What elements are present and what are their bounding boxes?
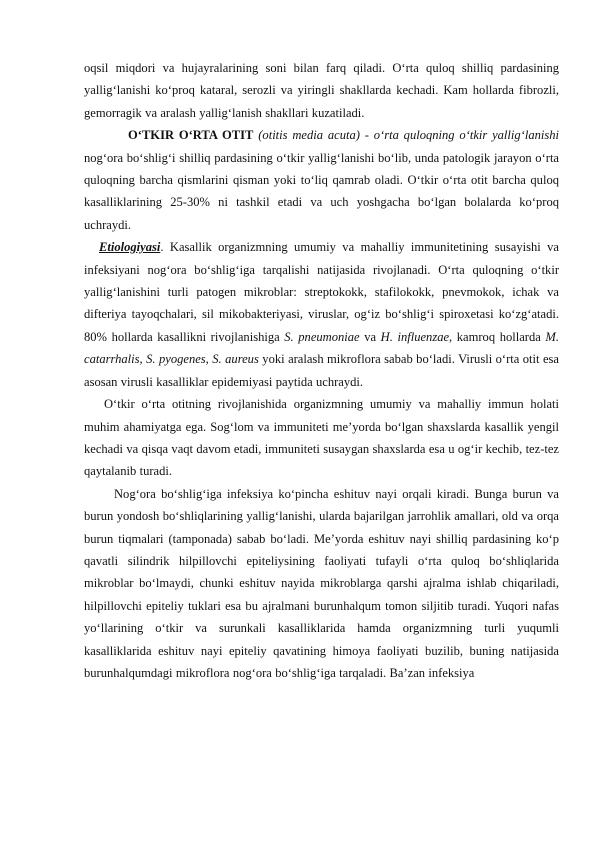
paragraph-definition: [84, 124, 559, 236]
etiology-text-2: va: [359, 329, 381, 344]
etiology-text-1: . Kasallik organizmning umumiy va mahalliy immunitetining susayishi va infeksiyani nog‘ora bo‘shlig‘iga tarqalishi natijasida rivojlanadi. O‘rta quloqning o‘tkir yallig‘lanishini turli patogen mikroblar: streptokokk, stafilokokk, pnevmokok, ichak va difteriya tayoqchalari, sil mikobakteriyasi, viruslar, og‘iz bo‘shlig‘i spiroxetasi ko‘zg‘atadi. 80% hollarda kasallikni rivojlanishiga: [84, 240, 559, 344]
paragraph-continuation: oqsil miqdori va hujayralarining soni bilan farq qiladi. O‘rta quloq shilliq pardasining yallig‘lanishi ko‘proq kataral, serozli va yiringli shakllarda kechadi. Kam hollarda fibrozli, gemorragik va aralash yallig‘lanish shakllari kuzatiladi.: [84, 61, 559, 120]
section-heading: O‘TKIR O‘RTA OTIT: [128, 128, 254, 143]
definition-term: o‘rta quloqning o‘tkir yallig‘lanishi: [373, 128, 559, 143]
etiology-text-3: , kamroq hollarda: [449, 329, 546, 344]
dash-separator: -: [359, 128, 374, 143]
paragraph-infection-route: Nog‘ora bo‘shlig‘iga infeksiya ko‘pincha eshituv nayi orqali kiradi. Bunga burun va burun yondosh bo‘shliqlarining yallig‘lanishi, ularda bajarilgan jarrohlik amallari, old va orqa burun tiqmalari (tamponada) sabab bo‘ladi. Me’yorda eshituv nayi shilliq pardasining ko‘p qavatli silindrik hilpillovchi epiteliysining faoliyati tufayli o‘rta quloq bo‘shliqlarida mikroblar bo‘lmaydi, chunki eshituv nayida mikroblarga qarshi ajralma ishlab chiqariladi, hilpillovchi epiteliy tuklari esa bu ajralmani burunhalqum tomon siljitib turadi. Yuqori nafas yo‘llarining o‘tkir va surunkali kasalliklarida hamda organizmning turli yuqumli kasalliklarida eshituv nayi epiteliy qavatining himoya faoliyati buzilib, buning natijasida burunhalqumdagi mikroflora nog‘ora bo‘shlig‘iga tarqaladi. Ba’zan infeksiya: [84, 486, 559, 680]
species-s-pneumoniae: S. pneumoniae: [284, 329, 360, 344]
etiology-label: Etiologiyasi: [99, 240, 161, 255]
species-h-influenzae: H. influenzae: [380, 329, 450, 344]
paragraph-etiology: [84, 236, 559, 393]
paragraph-immunity: O‘tkir o‘rta otitning rivojlanishida organizmning umumiy va mahalliy immun holati muhim ahamiyatga ega. Sog‘lom va immuniteti me’yorda bo‘lgan shaxslarda kasallik yengil kechadi va qisqa vaqt davom etadi, immuniteti susaygan shaxslarda esa u og‘ir kechib, tez-tez qaytalanib turadi.: [84, 397, 559, 479]
definition-text: nog‘ora bo‘shlig‘i shilliq pardasining o‘tkir yallig‘lanishi bo‘lib, unda patologik jarayon o‘rta quloqning barcha qismlarini qisman yoki to‘liq qamrab oladi. O‘tkir o‘rta otit barcha quloq kasalliklarining 25-30% ni tashkil etadi va uch yoshgacha bo‘lgan bolalarda ko‘proq uchraydi.: [84, 150, 559, 232]
latin-term: (otitis media acuta): [258, 128, 360, 143]
species-list-other: M. catarrhalis, S. pyogenes, S. aureus: [84, 329, 560, 367]
etiology-text-4: yoki aralash mikroflora sabab bo‘ladi. Virusli o‘rta otit esa asosan virusli kasalliklar epidemiyasi paytida uchraydi.: [84, 352, 559, 389]
